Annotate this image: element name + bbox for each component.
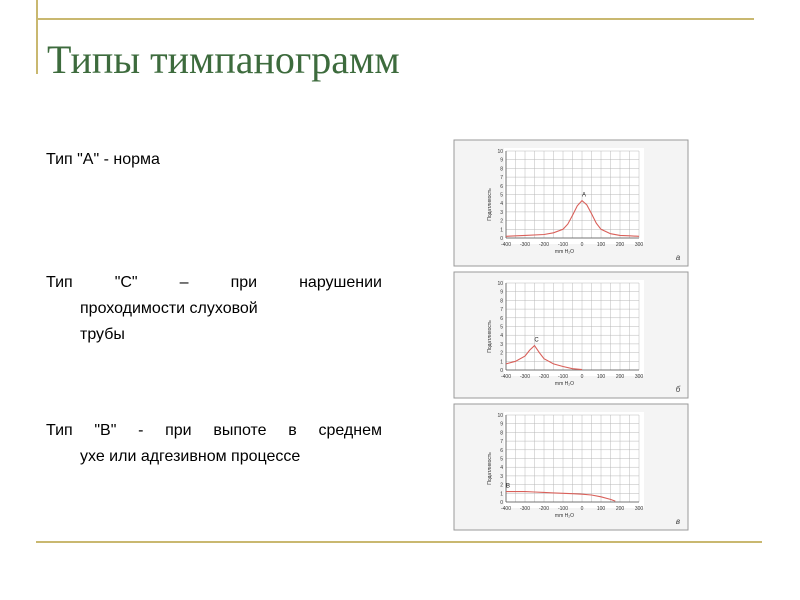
- y-tick-label: 2: [500, 218, 503, 225]
- y-tick-label: 10: [497, 413, 503, 419]
- panel-letter: б: [675, 385, 681, 394]
- x-axis-label: mm H₂O: [554, 513, 575, 519]
- y-tick-label: 10: [497, 281, 503, 287]
- x-tick-label: 300: [634, 374, 644, 380]
- y-tick-label: 3: [500, 341, 503, 348]
- x-tick-label: 300: [634, 506, 644, 512]
- chart-panel-3: [454, 404, 688, 530]
- y-tick-label: 3: [500, 209, 503, 216]
- x-tick-label: -100: [557, 374, 569, 380]
- y-tick-label: 4: [500, 201, 503, 208]
- curve-label: B: [505, 483, 511, 490]
- top-horizontal-rule: [36, 18, 754, 20]
- y-tick-label: 4: [500, 465, 503, 472]
- x-tick-label: 100: [596, 242, 606, 248]
- y-tick-label: 8: [500, 166, 503, 173]
- type-c-line1: Тип "C" – при нарушении: [46, 274, 382, 291]
- chart-panel-2: [454, 272, 688, 398]
- tympanogram-figure: [452, 138, 692, 539]
- x-axis-label: mm H₂O: [554, 249, 575, 255]
- y-tick-label: 5: [500, 192, 503, 199]
- y-tick-label: 1: [500, 359, 503, 366]
- y-tick-label: 3: [500, 473, 503, 480]
- y-tick-label: 9: [500, 157, 503, 164]
- y-axis-label: Податливость: [487, 452, 493, 485]
- x-tick-label: -100: [557, 506, 569, 512]
- y-tick-label: 2: [500, 350, 503, 357]
- type-b-line1: Тип "B" - при выпоте в среднем: [46, 422, 382, 439]
- type-b-line2: ухе или адгезивном процессе: [80, 448, 301, 465]
- y-tick-label: 1: [500, 227, 503, 234]
- x-tick-label: 0: [580, 506, 584, 512]
- y-tick-label: 6: [500, 315, 503, 322]
- x-tick-label: -300: [519, 242, 531, 248]
- panel-letter: в: [675, 517, 681, 526]
- type-c-line3: трубы: [80, 326, 125, 343]
- type-a-text: Тип "A" - норма: [46, 151, 160, 168]
- x-tick-label: 0: [580, 374, 584, 380]
- y-tick-label: 7: [500, 175, 503, 182]
- y-tick-label: 9: [500, 421, 503, 428]
- y-tick-label: 4: [500, 333, 503, 340]
- y-tick-label: 1: [500, 491, 503, 498]
- x-axis-label: mm H₂O: [554, 381, 575, 387]
- chart-panel-1: [454, 140, 688, 266]
- y-tick-label: 7: [500, 439, 503, 446]
- y-axis-label: Податливость: [487, 320, 493, 353]
- y-tick-label: 7: [500, 307, 503, 314]
- x-tick-label: -100: [557, 242, 569, 248]
- curve-label: C: [534, 337, 539, 344]
- x-tick-label: -400: [500, 374, 512, 380]
- x-tick-label: 200: [615, 374, 625, 380]
- curve-label: A: [581, 192, 587, 199]
- x-tick-label: -200: [538, 242, 550, 248]
- x-tick-label: 200: [615, 242, 625, 248]
- top-vertical-rule: [36, 0, 38, 74]
- type-c-line2: проходимости слуховой: [80, 300, 258, 317]
- x-tick-label: 200: [615, 506, 625, 512]
- slide-title: Типы тимпанограмм: [47, 37, 400, 82]
- x-tick-label: -200: [538, 506, 550, 512]
- y-tick-label: 9: [500, 289, 503, 296]
- bullet-type-c: [46, 270, 382, 348]
- x-tick-label: 100: [596, 374, 606, 380]
- bullet-type-b: [46, 418, 382, 470]
- y-tick-label: 5: [500, 456, 503, 463]
- x-tick-label: -200: [538, 374, 550, 380]
- y-tick-label: 0: [500, 500, 503, 506]
- y-tick-label: 8: [500, 298, 503, 305]
- panel-letter: а: [675, 253, 681, 262]
- y-tick-label: 5: [500, 324, 503, 331]
- x-tick-label: -300: [519, 374, 531, 380]
- x-tick-label: -400: [500, 506, 512, 512]
- x-tick-label: -400: [500, 242, 512, 248]
- tympanogram-panels: [452, 138, 692, 534]
- y-tick-label: 2: [500, 482, 503, 489]
- x-tick-label: -300: [519, 506, 531, 512]
- x-tick-label: 0: [580, 242, 584, 248]
- y-tick-label: 6: [500, 447, 503, 454]
- y-tick-label: 6: [500, 183, 503, 190]
- y-tick-label: 0: [500, 236, 503, 242]
- y-tick-label: 0: [500, 368, 503, 374]
- bottom-horizontal-rule: [36, 541, 762, 543]
- y-tick-label: 8: [500, 430, 503, 437]
- y-tick-label: 10: [497, 149, 503, 155]
- x-tick-label: 100: [596, 506, 606, 512]
- bullet-type-a: [46, 147, 382, 173]
- x-tick-label: 300: [634, 242, 644, 248]
- y-axis-label: Податливость: [487, 188, 493, 221]
